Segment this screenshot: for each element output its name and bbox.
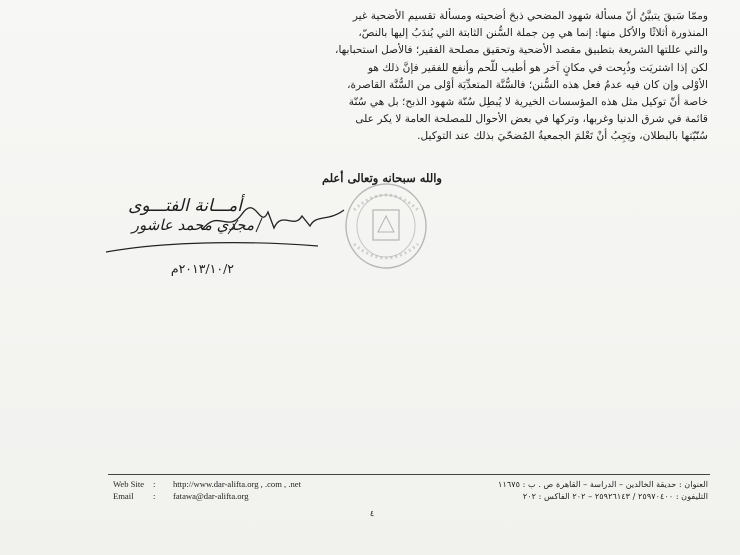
body-line: والتي عللتها الشريعة بتطبيق مقصد الأضحية وتحقيق مصلحة الفقير؛ فالأصل استحبابها، (335, 44, 708, 57)
signature-date: ٢٠١٣/١٠/٢م (170, 261, 234, 276)
body-line: المنذورة أثلاثًا والأكل منها: إنما هي مِن جملة السُّنن الثابتة التي يُندَبُ إليها بالنصّ، (358, 27, 708, 40)
body-line: وممّا سَبقَ يتبيَّنُ أنّ مسألة شهود المضحي ذبحَ أضحيته ومسألة تقسيم الأضحية غير (352, 10, 708, 22)
body-line: سُنّيّتها بالبطلان، ويَجِبُ أنْ تَعْلمَ الجمعيةُ المُضحّيَ بذلك عند التوكيل. (417, 130, 708, 143)
address-line: العنوان : حديقة الخالدين – الدراسة – القاهرة ص . ب : ١١٦٧٥ (498, 479, 708, 489)
page-number: ٤ (369, 509, 375, 518)
footer-website-row (113, 478, 403, 490)
footer-contacts (113, 478, 403, 502)
signature-underline-icon (102, 238, 322, 258)
website-label: Web Site (113, 479, 145, 489)
body-line: لكن إذا اشتريَت وذُبِحت في مكانٍ آخر هو أطيب للّحم وأنفع للفقير فإنَّ ذلك هو (367, 61, 708, 74)
email-link[interactable]: fatawa@dar-alifta.org (173, 491, 249, 501)
email-colon: : (153, 491, 156, 501)
website-colon: : (153, 479, 156, 489)
official-seal-icon (340, 180, 432, 272)
email-label: Email (113, 491, 134, 501)
closing-formula: والله سبحانه وتعالى أعلم (321, 171, 442, 185)
body-line: الأوْلى وإن كان فيه عدمُ فعل هذه السُّنن؛ فالسُّنَّة المتعدِّيَة أوْلى من السُّنَّة القاصرة، (347, 78, 708, 91)
website-link[interactable]: http://www.dar-alifta.org , .com , .net (173, 479, 301, 489)
signatory-name: مجدي محمد عاشور (131, 216, 254, 234)
body-line: خاصة أنّ توكيل مثل هذه المؤسسات الخيرية لا يُبطِل سُنّة شهود الذبح؛ بل هي سُنّة (348, 96, 708, 109)
fatwa-body (96, 8, 708, 146)
footer-email-row (113, 490, 403, 502)
body-line: قائمة في شرق الدنيا وغربها، وتركها في بعض الأحوال للمصلحة العامة لا يكر على (355, 113, 708, 126)
footer-address (406, 478, 708, 502)
signature-title: أمـــانة الفتـــوى (128, 196, 242, 216)
phone-line: التليفون : ٢٥٩٧٠٤٠٠ / ٢٥٩٢٦١٤٣ – ٢٠٢ الفاكس : ٢٠٢ (522, 491, 708, 501)
footer-divider (108, 474, 710, 475)
